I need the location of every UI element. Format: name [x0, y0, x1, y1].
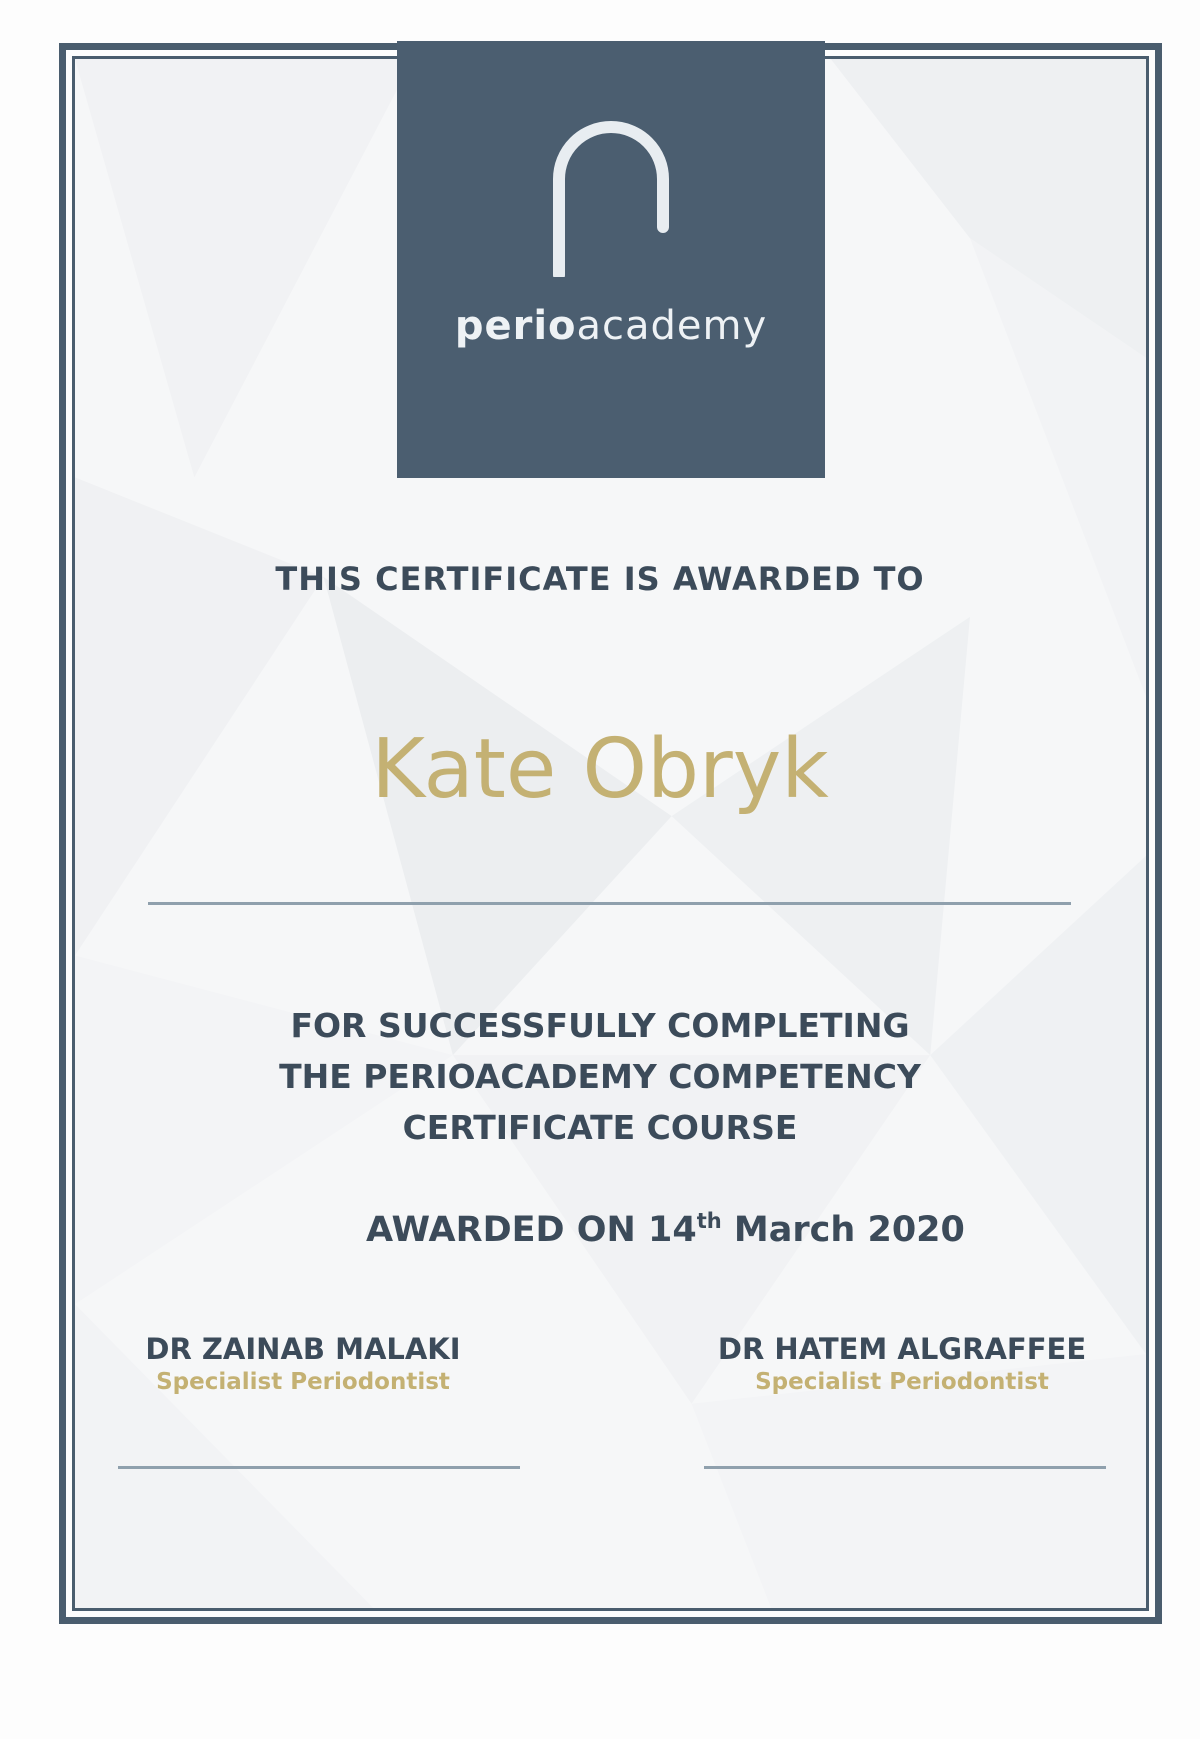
award-date-ordinal: th — [696, 1209, 722, 1233]
signatory-name: DR HATEM ALGRAFFEE — [717, 1332, 1087, 1366]
perio-p-icon — [545, 121, 677, 277]
course-line: THE PERIOACADEMY COMPETENCY — [279, 1057, 921, 1096]
course-line: FOR SUCCESSFULLY COMPLETING — [290, 1006, 910, 1045]
course-description — [0, 1000, 1200, 1153]
award-date-prefix: AWARDED ON 14 — [366, 1210, 697, 1250]
award-date — [366, 1210, 965, 1250]
signature-line-left — [118, 1466, 520, 1469]
signatory-title: Specialist Periodontist — [755, 1369, 1049, 1395]
logo-wordmark-academy: academy — [576, 303, 768, 349]
award-date-rest: March 2020 — [721, 1210, 965, 1250]
logo-wordmark — [397, 303, 825, 349]
signature-line-right — [704, 1466, 1106, 1469]
certificate-heading: THIS CERTIFICATE IS AWARDED TO — [275, 560, 925, 598]
signatory-name: DR ZAINAB MALAKI — [145, 1332, 461, 1366]
signatory-right — [692, 1332, 1112, 1395]
recipient-name: Kate Obryk — [371, 722, 829, 817]
signatory-left — [93, 1332, 513, 1395]
perioacademy-logo — [397, 41, 825, 478]
logo-wordmark-perio: perio — [454, 303, 577, 349]
course-line: CERTIFICATE COURSE — [402, 1108, 798, 1147]
recipient-underline — [148, 902, 1071, 905]
signatory-title: Specialist Periodontist — [156, 1369, 450, 1395]
